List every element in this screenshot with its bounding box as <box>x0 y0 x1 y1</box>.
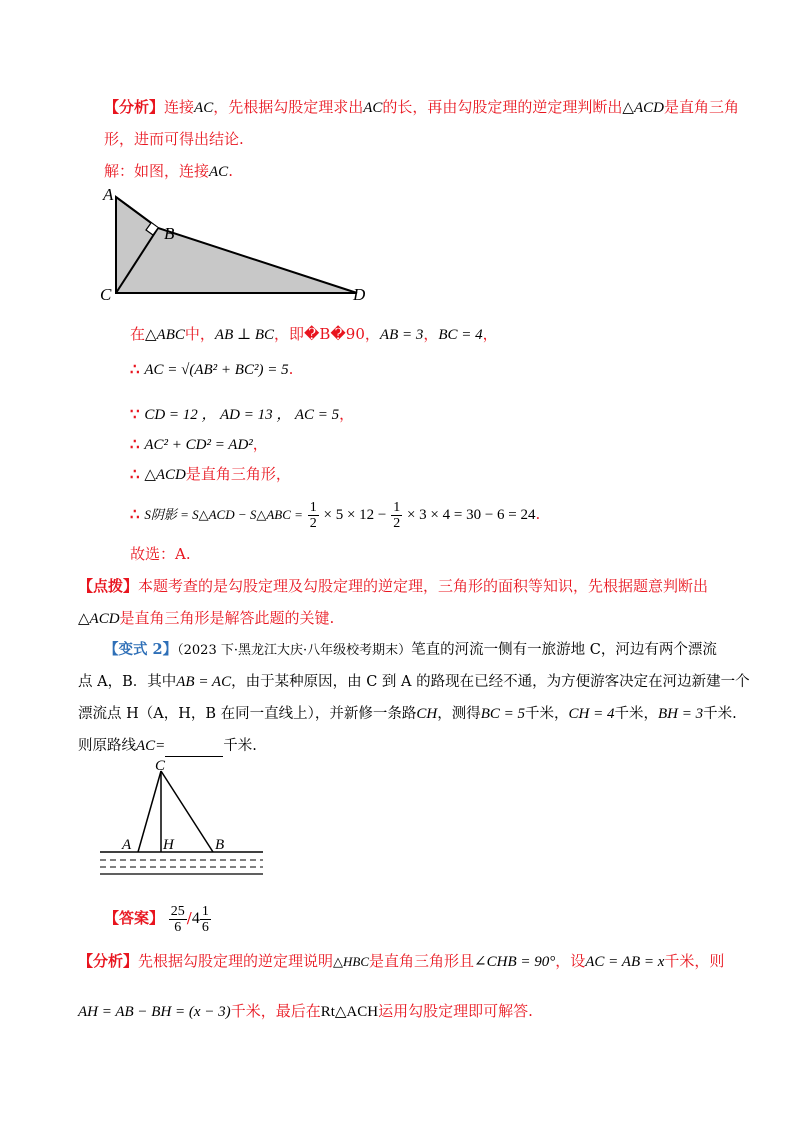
label-h: H <box>163 837 174 853</box>
label-b2: B <box>215 837 225 853</box>
analysis-paragraph-2: 【分析】先根据勾股定理的逆定理说明△HBC是直角三角形且∠CHB = 90°，设AC = AB = x千米，则 <box>78 952 725 970</box>
segment-ca <box>138 771 161 852</box>
analysis-paragraph-2-cont: AH = AB − BH = (x − 3)千米，最后在Rt△ACH运用勾股定理即可解答. <box>78 1002 533 1020</box>
solution-line-2: ∴ AC = √(AB² + BC²) = 5. <box>130 360 294 378</box>
solution-choice: 故选：A. <box>130 545 191 563</box>
variant2-line-4: 则原路线AC= 千米. <box>78 735 257 757</box>
variant2-line-2: 点 A，B．其中AB = AC，由于某种原因，由 C 到 A 的路现在已经不通，为方便游客决定在河边新建一个 <box>78 674 750 690</box>
answer-mixed-fraction: $\frac{1}{6}$ <box>201 903 209 935</box>
solution-line-6: ∴ S阴影 = S△ACD − S△ABC = $\frac{1}{2}$ × 5 × 12 − $\frac{1}{2}$ × 3 × 4 = 30 − 6 = 24. <box>130 499 541 531</box>
point-tag: 【点拨】 <box>78 577 139 595</box>
shaded-region <box>116 197 357 293</box>
label-c: C <box>100 285 112 304</box>
figure-quadrilateral <box>95 182 385 307</box>
variant2-line-1: 【变式 2】（2023 下·黑龙江大庆·八年级校考期末）笔直的河流一侧有一旅游地 C，河边有两个漂流 <box>104 641 717 658</box>
variant2-line-3: 漂流点 H（A，H，B 在同一直线上），并新修一条路CH，测得BC = 5千米，CH = 4千米，BH = 3千米. <box>78 706 737 722</box>
answer-tag: 【答案】 <box>104 909 165 927</box>
answer-blank <box>165 742 223 757</box>
analysis-paragraph-1: 【分析】连接AC，先根据勾股定理求出AC的长，再由勾股定理的逆定理判断出△ACD是直角三角 <box>104 98 739 116</box>
label-a: A <box>103 185 114 204</box>
label-a2: A <box>122 837 132 853</box>
solution-intro: 解：如图，连接AC. <box>104 162 233 180</box>
solution-line-5: ∴ △ACD是直角三角形， <box>130 465 291 483</box>
solution-line-3: ∵ CD = 12 ， AD = 13 ， AC = 5， <box>130 405 355 423</box>
analysis-tag: 【分析】 <box>104 98 165 116</box>
answer-line: 【答案】 $\frac{25}{6}$ /4 $\frac{1}{6}$ <box>104 903 209 935</box>
point-paragraph-cont: △ACD是直角三角形是解答此题的关键. <box>78 609 335 627</box>
solution-line-4: ∴ AC² + CD² = AD²， <box>130 435 268 453</box>
point-paragraph: 【点拨】本题考查的是勾股定理及勾股定理的逆定理，三角形的面积等知识，先根据题意判断出 <box>78 577 709 595</box>
answer-fraction: $\frac{25}{6}$ <box>170 903 185 935</box>
analysis2-tag: 【分析】 <box>78 952 139 970</box>
figure-river <box>95 757 270 879</box>
label-c2: C <box>155 758 166 774</box>
solution-line-1: 在△ABC中，AB ⊥ BC，即�B�90，AB = 3，BC = 4， <box>130 325 498 343</box>
analysis-paragraph-1-cont: 形，进而可得出结论. <box>104 130 244 148</box>
variant2-tag: 【变式 2】 <box>104 641 178 658</box>
label-d: D <box>353 285 366 304</box>
label-b: B <box>164 224 175 243</box>
